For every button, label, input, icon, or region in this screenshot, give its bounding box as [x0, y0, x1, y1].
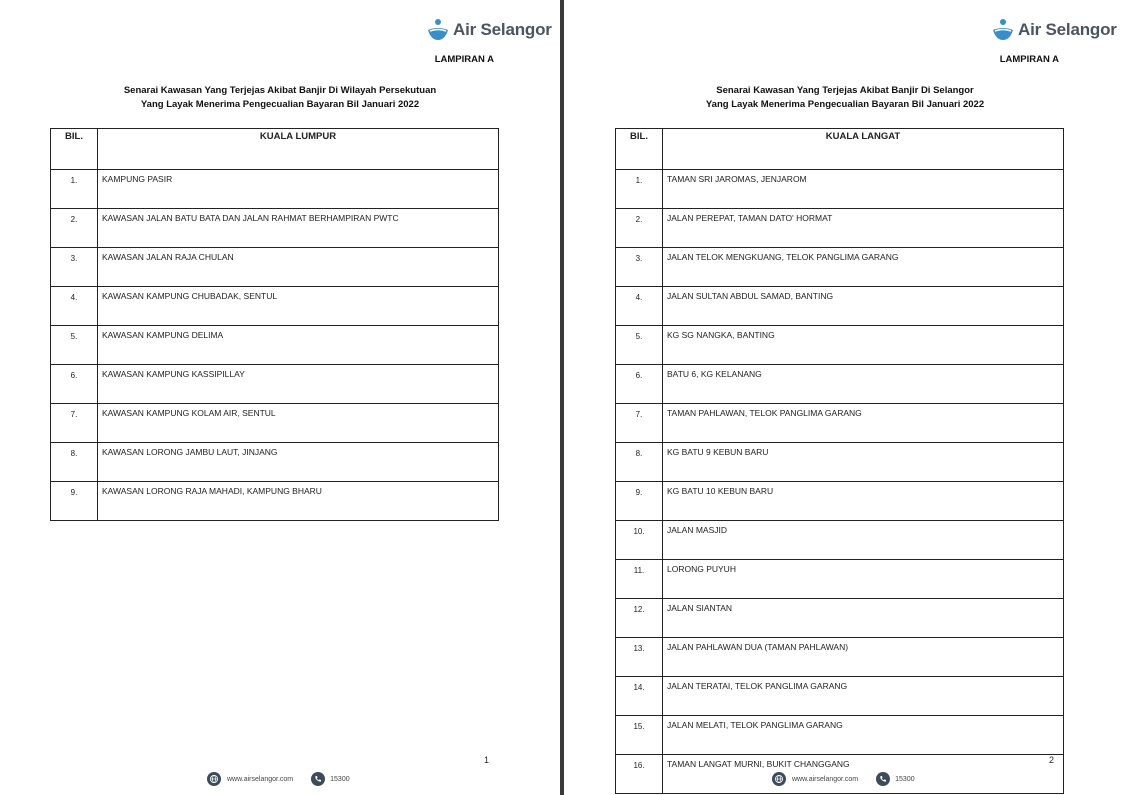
column-header-bil: BIL. — [616, 129, 663, 170]
table-row — [616, 248, 1064, 287]
row-number: 7. — [51, 404, 98, 443]
table-row — [51, 170, 499, 209]
table-row — [616, 287, 1064, 326]
row-number: 11. — [616, 560, 663, 599]
air-selangor-logo — [425, 15, 552, 45]
row-number: 6. — [616, 365, 663, 404]
row-area: JALAN TELOK MENGKUANG, TELOK PANGLIMA GARANG — [663, 248, 1064, 287]
table-row — [51, 209, 499, 248]
title-line-1: Senarai Kawasan Yang Terjejas Akibat Banjir Di Selangor — [716, 85, 974, 96]
table-row — [616, 482, 1064, 521]
row-area: JALAN SULTAN ABDUL SAMAD, BANTING — [663, 287, 1064, 326]
column-header-bil: BIL. — [51, 129, 98, 170]
column-header-area: KUALA LUMPUR — [98, 129, 499, 170]
website-link[interactable]: www.airselangor.com — [227, 775, 294, 783]
row-number: 8. — [616, 443, 663, 482]
row-area: KAWASAN LORONG JAMBU LAUT, JINJANG — [98, 443, 499, 482]
row-number: 3. — [51, 248, 98, 287]
row-number: 3. — [616, 248, 663, 287]
table-row — [51, 326, 499, 365]
row-number: 2. — [616, 209, 663, 248]
row-number: 1. — [616, 170, 663, 209]
row-area: JALAN PAHLAWAN DUA (TAMAN PAHLAWAN) — [663, 638, 1064, 677]
column-header-area: KUALA LANGAT — [663, 129, 1064, 170]
globe-icon — [772, 772, 786, 786]
row-area: JALAN MELATI, TELOK PANGLIMA GARANG — [663, 716, 1064, 755]
air-selangor-logo-icon — [990, 17, 1016, 43]
row-number: 9. — [51, 482, 98, 521]
row-number: 6. — [51, 365, 98, 404]
row-area: KAWASAN KAMPUNG KOLAM AIR, SENTUL — [98, 404, 499, 443]
row-number: 2. — [51, 209, 98, 248]
lampiran-label: LAMPIRAN A — [999, 54, 1059, 65]
table-row — [616, 560, 1064, 599]
phone-number: 15300 — [330, 775, 350, 783]
document-title — [625, 84, 1065, 112]
table-row — [616, 404, 1064, 443]
page-footer — [772, 772, 915, 786]
table-row — [616, 209, 1064, 248]
table-header-row — [616, 129, 1064, 170]
row-area: JALAN SIANTAN — [663, 599, 1064, 638]
table-row — [616, 326, 1064, 365]
table-header-row — [51, 129, 499, 170]
table-row — [616, 677, 1064, 716]
logo-text: Air Selangor — [453, 20, 552, 39]
title-line-1: Senarai Kawasan Yang Terjejas Akibat Banjir Di Wilayah Persekutuan — [123, 85, 437, 96]
row-area: BATU 6, KG KELANANG — [663, 365, 1064, 404]
table-row — [616, 716, 1064, 755]
row-number: 13. — [616, 638, 663, 677]
table-row — [51, 443, 499, 482]
page-number: 2 — [1049, 755, 1055, 765]
row-area: KAMPUNG PASIR — [98, 170, 499, 209]
globe-icon — [207, 772, 221, 786]
air-selangor-logo-icon — [425, 17, 451, 43]
row-area: TAMAN LANGAT MURNI, BUKIT CHANGGANG — [663, 755, 1064, 794]
row-area: KAWASAN KAMPUNG DELIMA — [98, 326, 499, 365]
row-number: 4. — [51, 287, 98, 326]
lampiran-label: LAMPIRAN A — [434, 54, 494, 65]
row-number: 5. — [616, 326, 663, 365]
row-number: 10. — [616, 521, 663, 560]
row-area: KAWASAN LORONG RAJA MAHADI, KAMPUNG BHARU — [98, 482, 499, 521]
table-row — [616, 170, 1064, 209]
website-link[interactable]: www.airselangor.com — [792, 775, 859, 783]
row-number: 12. — [616, 599, 663, 638]
document-page-1 — [0, 0, 560, 795]
phone-number: 15300 — [895, 775, 915, 783]
table-row — [51, 404, 499, 443]
row-number: 1. — [51, 170, 98, 209]
title-line-2: Yang Layak Menerima Pengecualian Bayaran Bil Januari 2022 — [140, 99, 420, 110]
table-row — [616, 365, 1064, 404]
row-area: KG BATU 10 KEBUN BARU — [663, 482, 1064, 521]
table-row — [51, 287, 499, 326]
row-number: 16. — [616, 755, 663, 794]
row-area: JALAN MASJID — [663, 521, 1064, 560]
table-row — [616, 638, 1064, 677]
row-area: JALAN TERATAI, TELOK PANGLIMA GARANG — [663, 677, 1064, 716]
row-area: KAWASAN JALAN BATU BATA DAN JALAN RAHMAT BERHAMPIRAN PWTC — [98, 209, 499, 248]
table-row — [616, 443, 1064, 482]
table-row — [51, 365, 499, 404]
page-number: 1 — [484, 755, 490, 765]
row-area: KG BATU 9 KEBUN BARU — [663, 443, 1064, 482]
row-area: TAMAN SRI JAROMAS, JENJAROM — [663, 170, 1064, 209]
row-area: KAWASAN KAMPUNG KASSIPILLAY — [98, 365, 499, 404]
row-number: 7. — [616, 404, 663, 443]
row-area: KAWASAN KAMPUNG CHUBADAK, SENTUL — [98, 287, 499, 326]
row-area: KG SG NANGKA, BANTING — [663, 326, 1064, 365]
row-number: 4. — [616, 287, 663, 326]
area-table — [615, 128, 1064, 794]
row-number: 5. — [51, 326, 98, 365]
page-footer — [207, 772, 350, 786]
row-area: JALAN PEREPAT, TAMAN DATO' HORMAT — [663, 209, 1064, 248]
table-row — [51, 482, 499, 521]
row-number: 14. — [616, 677, 663, 716]
air-selangor-logo — [990, 15, 1117, 45]
row-area: LORONG PUYUH — [663, 560, 1064, 599]
title-line-2: Yang Layak Menerima Pengecualian Bayaran Bil Januari 2022 — [705, 99, 985, 110]
document-title — [60, 84, 500, 112]
page-divider — [560, 0, 564, 795]
phone-icon — [876, 772, 890, 786]
phone-icon — [311, 772, 325, 786]
row-number: 15. — [616, 716, 663, 755]
document-page-2 — [565, 0, 1125, 795]
table-row — [51, 248, 499, 287]
row-number: 9. — [616, 482, 663, 521]
row-area: TAMAN PAHLAWAN, TELOK PANGLIMA GARANG — [663, 404, 1064, 443]
row-area: KAWASAN JALAN RAJA CHULAN — [98, 248, 499, 287]
table-row — [616, 599, 1064, 638]
logo-text: Air Selangor — [1018, 20, 1117, 39]
table-row — [616, 521, 1064, 560]
row-number: 8. — [51, 443, 98, 482]
area-table — [50, 128, 499, 521]
